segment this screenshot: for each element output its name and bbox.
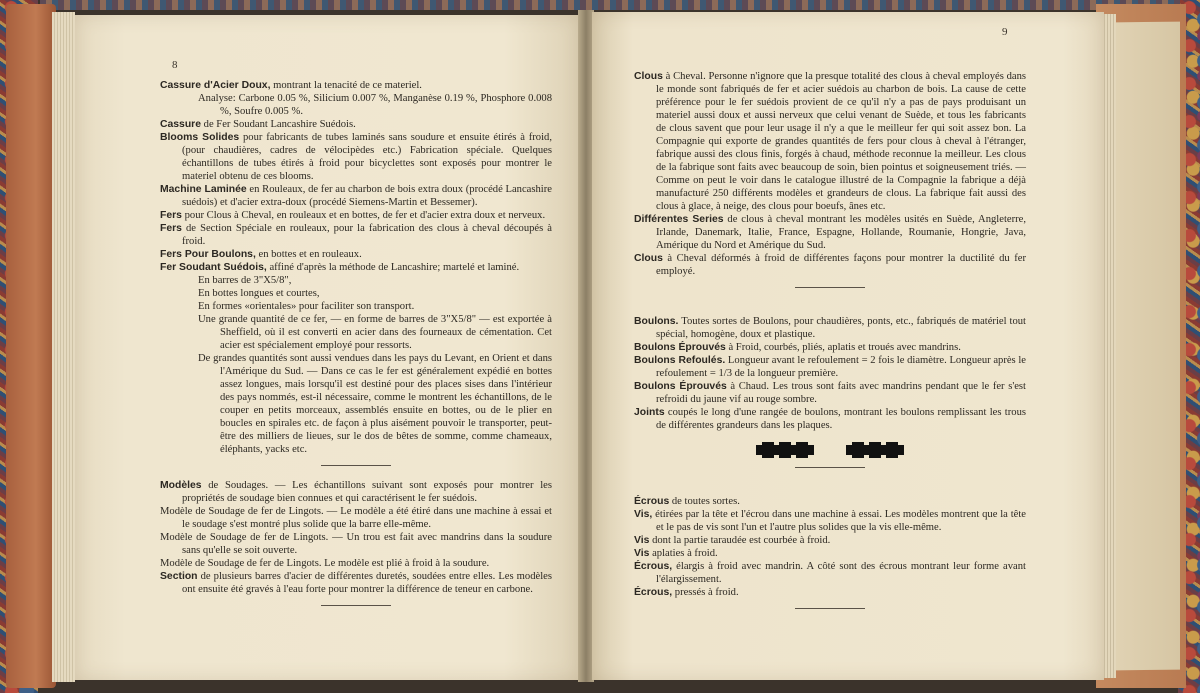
section-divider [321, 465, 391, 466]
entry-text: étirées par la tête et l'écrou dans une machine à essai. Les modèles montrent que la tête et le pas de vis sont l'un et l'autre plus solides que la vis elle-même. [652, 509, 1026, 533]
entry-heading: Écrous, [634, 561, 673, 572]
fer-detail-line: Une grande quantité de ce fer, — en forme de barres de 3"X5/8" — est exportée à Sheffield, où il est converti en acier dans des fourneaux de cémentation. Cet acier est spécialement employé pour ressorts. [198, 314, 552, 351]
entry-text: de Soudages. — Les échantillons suivant sont exposés pour montrer les propriétés de soudage bien connues et qui caractérisent le fer suédois. [182, 480, 552, 504]
left-page-body [160, 79, 552, 619]
catalog-entry [160, 557, 552, 570]
entry-text: pressés à froid. [672, 587, 739, 598]
entry-heading: Section [160, 571, 198, 582]
catalog-entry [160, 570, 552, 596]
entry-text: affiné d'après la méthode de Lancashire; martelé et laminé. [266, 262, 520, 273]
entry-text: aplaties à froid. [649, 548, 718, 559]
catalog-entry [634, 252, 1026, 278]
catalog-entry [160, 531, 552, 557]
entry-heading: Cassure [160, 119, 202, 130]
catalog-entry [634, 560, 1026, 586]
boulons-entry-list [634, 315, 1026, 432]
catalog-entry [160, 261, 552, 274]
entry-heading: Joints [634, 407, 665, 418]
catalog-entry [634, 495, 1026, 508]
page-edges-right [1102, 14, 1116, 678]
entry-text: Analyse: Carbone 0.05 %, Silicium 0.007 %, Manganèse 0.19 %, Phosphore 0.008 %, Soufre 0.005 %. [198, 93, 552, 117]
fer-detail-line: En bottes longues et courtes, [198, 288, 320, 299]
fer-detail-line: De grandes quantités sont aussi vendues dans les pays du Levant, en Orient et dans l'Amérique du Sud. — Dans ce cas le fer est généralement expédié en bottes assez longues, mais lorsqu'il est destiné pour des places sises dans l'intérieur des pays nommés, est-il nécessaire, comme le montrent les échantillons, de le couper en petits morceaux, assemblés ensuite en bottes, ou de le plier en boucles en spirales etc. de façon à plus aisément pouvoir le transporter, peut-être des milliers de lieues, sur le dos de bêtes de somme, comme chameaux, éléphants, yacks etc. [198, 353, 552, 455]
loose-leaf [1116, 22, 1180, 671]
catalog-entry [634, 586, 1026, 599]
catalog-entry [634, 547, 1026, 560]
entry-text: dont la partie taraudée est courbée à froid. [649, 535, 831, 546]
entry-heading: Boulons Éprouvés [634, 342, 726, 353]
section-divider [795, 608, 865, 609]
entry-text: pour Clous à Cheval, en rouleaux et en bottes, de fer et d'acier extra doux et nerveux. [181, 210, 546, 221]
catalog-entry [160, 131, 552, 183]
fer-detail-line: En formes «orientales» pour faciliter son transport. [198, 301, 415, 312]
entry-heading: Fers [160, 223, 182, 234]
entry-text: Toutes sortes de Boulons, pour chaudières, ponts, etc., fabriqués de matériel tout spécial, homogène, doux et plastique. [656, 316, 1026, 340]
catalog-entry [160, 92, 552, 118]
clous-entry-list [634, 70, 1026, 278]
entry-text: à Cheval. Personne n'ignore que la presque totalité des clous à cheval employés dans le monde sont fabriqués de fer et acier suédois au charbon de bois. La cause de cette préférence pour le fer suédois provient de ce qu'il n'y a pas de pays produisant un materiel aussi doux et aussi nerveux que celui venant de Suède, et tous les fabricants de clous savent que pour leur usage il n'y a que le meilleur fer qui soit assez bon. La Compagnie qui exporte de grandes quantités de fers pour clous à cheval à l'étranger, fabrique aussi des clous finis, forgés à chaud, méthode reconnue la meilleur. Les clous de la fabrique sont faits avec beaucoup de soin, bien pointus et soigneusement triés. — Comme on peut le voir dans le catalogue illustré de la Compagnie la fabrique a déjà manufacturé 250 différents modèles et grandeurs de clous. La fabrique fait aussi des clous à glace, à neige, des clous pour boeufs, ânes etc. [656, 71, 1026, 212]
catalog-entry [634, 70, 1026, 213]
left-entry-list [160, 79, 552, 274]
entry-text: en bottes et en rouleaux. [255, 249, 362, 260]
entry-heading: Clous [634, 253, 663, 264]
catalog-entry [160, 222, 552, 248]
entry-text: à Chaud. Les trous sont faits avec mandrins pendant que le fer s'est refroidi du jaune vif au rouge sombre. [656, 381, 1026, 405]
page-edges-left [52, 12, 75, 682]
entry-text: Modèle de Soudage de fer de Lingots. — Un trou est fait avec mandrins dans la soudure sans qu'elle se soit ouverte. [160, 532, 552, 556]
catalog-entry [634, 354, 1026, 380]
catalog-entry [634, 508, 1026, 534]
entry-text: coupés le long d'une rangée de boulons, montrant les boulons remplissant les trous de différentes grandeurs dans les plaques. [656, 407, 1026, 431]
entry-heading: Boulons. [634, 316, 679, 327]
entry-text: en Rouleaux, de fer au charbon de bois extra doux (procédé Lancashire suédois) et d'acier extra-doux (procédé Siemens-Martin et Bessemer). [182, 184, 552, 208]
catalog-entry [160, 248, 552, 261]
section-divider [321, 605, 391, 606]
catalog-entry [160, 118, 552, 131]
catalog-entry [160, 479, 552, 505]
entry-text: de toutes sortes. [669, 496, 740, 507]
fer-details-list [160, 274, 552, 456]
ecrous-entry-list [634, 495, 1026, 599]
headband [40, 0, 1180, 10]
soudage-entry-list [160, 479, 552, 596]
page-number-right: 9 [1002, 26, 1008, 38]
entry-text: de clous à cheval montrant les modèles usités en Suède, Angleterre, Irlande, Danemark, Italie, France, Espagne, Hollande, Roumanie, Hongrie, Java, Amérique du Nord et Amérique du Sud. [656, 214, 1026, 251]
entry-heading: Clous [634, 71, 663, 82]
entry-text: élargis à froid avec mandrin. A côté sont des écrous montrant leur forme avant l'élargissement. [656, 561, 1026, 585]
section-divider [795, 287, 865, 288]
entry-text: pour fabricants de tubes laminés sans soudure et ensuite étirés à froid, (pour chaudières, cadres de vélocipèdes etc.) Fabrication spéciale. Quelques échantillons de tubes étirés à froid pour bicyclettes sont exposés pour montrer le materiel obtenu de ces blooms. [182, 132, 552, 182]
bolt-joint-illustration [634, 442, 1026, 458]
bolt-plate-figure [846, 442, 904, 458]
left-page [75, 15, 580, 680]
catalog-entry [634, 315, 1026, 341]
catalog-entry [160, 183, 552, 209]
entry-heading: Écrous, [634, 587, 673, 598]
entry-text: Modèle de Soudage de fer de Lingots. Le modèle est plié à froid à la soudure. [160, 558, 490, 569]
entry-text: de plusieurs barres d'acier de différentes duretés, soudées entre elles. Les modèles ont ensuite été gravés à l'eau forte pour montrer la différence de teneur en carbone. [182, 571, 552, 595]
right-page-body [634, 70, 1026, 622]
catalog-entry [634, 406, 1026, 432]
entry-text: montrant la tenacité de ce materiel. [270, 80, 422, 91]
entry-heading: Cassure d'Acier Doux, [160, 80, 271, 91]
right-page [592, 12, 1104, 680]
catalog-entry [160, 505, 552, 531]
entry-heading: Fers [160, 210, 182, 221]
entry-heading: Boulons Éprouvés [634, 381, 727, 392]
entry-heading: Vis [634, 548, 650, 559]
bolt-plate-figure [756, 442, 814, 458]
entry-heading: Fer Soudant Suédois, [160, 262, 267, 273]
entry-heading: Machine Laminée [160, 184, 247, 195]
entry-heading: Écrous [634, 496, 670, 507]
entry-text: de Fer Soudant Lancashire Suédois. [201, 119, 356, 130]
catalog-entry [160, 79, 552, 92]
fer-detail-line: En barres de 3"X5/8", [198, 275, 292, 286]
section-divider [795, 467, 865, 468]
entry-heading: Boulons Refoulés. [634, 355, 726, 366]
catalog-entry [160, 209, 552, 222]
entry-heading: Différentes Series [634, 214, 724, 225]
catalog-entry [634, 534, 1026, 547]
entry-heading: Fers Pour Boulons, [160, 249, 256, 260]
entry-text: Longueur avant le refoulement = 2 fois le diamètre. Longueur après le refoulement = 1/3 de la longueur première. [656, 355, 1026, 379]
catalog-entry [634, 380, 1026, 406]
entry-heading: Modèles [160, 480, 202, 491]
entry-heading: Vis [634, 535, 650, 546]
entry-text: à Froid, courbés, pliés, aplatis et troués avec mandrins. [725, 342, 961, 353]
entry-heading: Vis, [634, 509, 653, 520]
cover-board-left [6, 4, 56, 688]
entry-text: de Section Spéciale en rouleaux, pour la fabrication des clous à cheval découpés à froid. [181, 223, 552, 247]
entry-text: à Cheval déformés à froid de différentes façons pour montrer la ductilité du fer employé. [656, 253, 1026, 277]
catalog-entry [634, 341, 1026, 354]
page-number-left: 8 [172, 59, 178, 71]
entry-text: Modèle de Soudage de fer de Lingots. — Le modèle a été étiré dans une machine à essai et le soudage s'est montré plus solide que la barre elle-même. [160, 506, 552, 530]
entry-heading: Blooms Solides [160, 132, 240, 143]
catalog-entry [634, 213, 1026, 252]
